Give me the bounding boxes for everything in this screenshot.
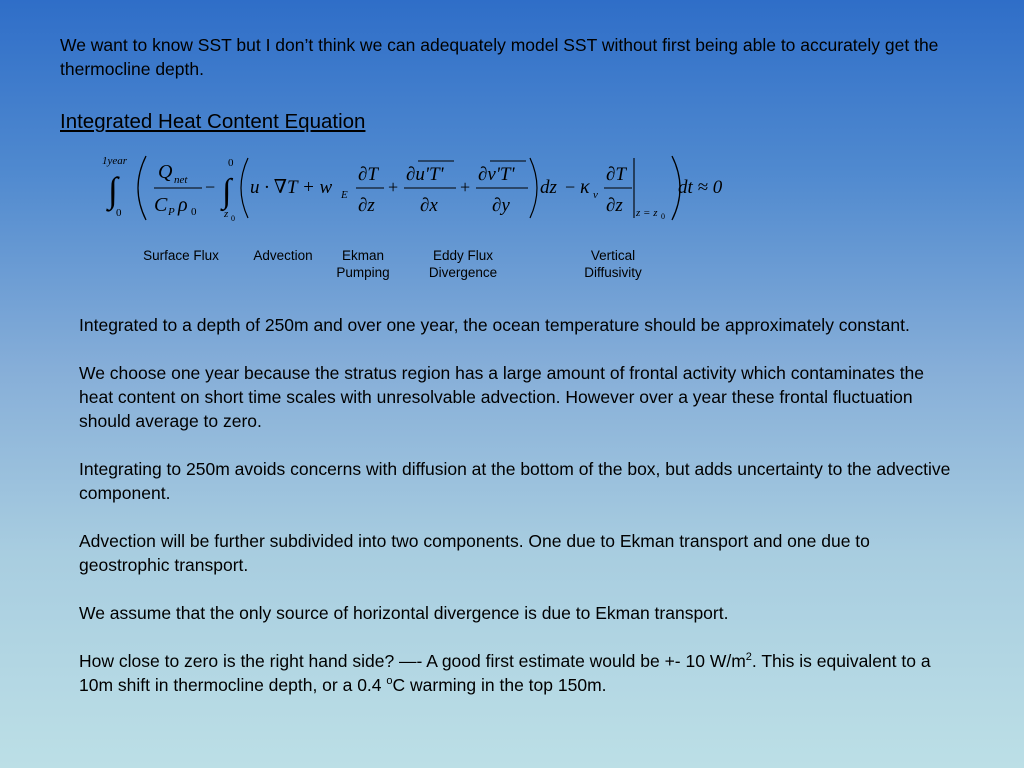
intro-text: We want to know SST but I don’t think we can adequately model SST without first being able to accurately get the thermocline depth. (60, 35, 939, 79)
advection-term: u · ∇T + w (250, 177, 333, 198)
inner-lower-limit-sub: 0 (231, 214, 235, 223)
q-net: Q (158, 161, 173, 183)
evaluation-point-sub: 0 (661, 212, 665, 221)
inner-upper-limit: 0 (228, 157, 234, 169)
squared-superscript: 2 (745, 651, 752, 664)
outer-lower-limit: 0 (116, 207, 122, 219)
paragraph-2: We choose one year because the stratus region has a large amount of frontal activity which contaminates the heat content on short time scales with unresolvable advection. However over a year these frontal fluctuation should average to zero. (79, 363, 925, 431)
kappa: κ (580, 176, 590, 198)
paragraph-5: We assume that the only source of horizontal divergence is due to Ekman transport. (79, 603, 729, 623)
inner-right-paren (530, 158, 537, 218)
paragraph-4: Advection will be further subdivided into two components. One due to Ekman transport and one due to geostrophic transport. (79, 531, 870, 575)
eddy-y-den: ∂y (492, 195, 510, 216)
dt-approx-zero: dt ≈ 0 (678, 177, 723, 198)
body-text (79, 313, 959, 721)
eddy-x-num: ∂u'T' (406, 164, 444, 185)
label-eddy-line-2: Divergence (428, 265, 498, 280)
label-vertical-diffusivity (568, 247, 658, 281)
eddy-x-den: ∂x (420, 195, 438, 216)
label-eddy-line-1: Eddy Flux (432, 248, 494, 263)
dz: dz (540, 177, 557, 198)
paragraph-3: Integrating to 250m avoids concerns with diffusion at the bottom of the box, but adds uncertainty to the advective component. (79, 459, 951, 503)
evaluation-point: z = z (636, 207, 658, 219)
label-eddy-flux (418, 247, 508, 281)
minus-2: − (565, 177, 576, 197)
c-p: C (154, 194, 168, 216)
c-p-sub: P (168, 206, 175, 218)
label-vertical-line-2: Diffusivity (584, 265, 642, 280)
minus-1: − (205, 177, 216, 197)
eddy-y-num: ∂v'T' (478, 164, 515, 185)
outer-upper-limit: 1year (102, 155, 128, 167)
rho: ρ (178, 194, 188, 216)
inner-lower-limit: z (224, 208, 229, 220)
dT-num-1: ∂T (358, 164, 378, 185)
dz-den-1: ∂z (358, 195, 375, 216)
dz-den-2: ∂z (606, 195, 623, 216)
paragraph-6-part-b: . This is equivalent to a 10m shift in thermocline depth, or a 0.4 (79, 651, 931, 695)
paragraph-1: Integrated to a depth of 250m and over one year, the ocean temperature should be approximately constant. (79, 315, 910, 335)
paragraph-6-part-c: C warming in the top 150m. (392, 675, 607, 695)
label-surface-flux: Surface Flux (143, 248, 219, 263)
label-ekman-line-1: Ekman (341, 248, 385, 263)
rho-sub: 0 (191, 206, 197, 218)
label-advection: Advection (253, 248, 313, 263)
label-vertical-line-1: Vertical (590, 248, 636, 263)
q-net-sub: net (174, 174, 188, 186)
dT-num-2: ∂T (606, 164, 626, 185)
label-ekman-pumping (326, 247, 400, 281)
section-heading: Integrated Heat Content Equation (60, 110, 366, 133)
kappa-sub: v (593, 189, 598, 201)
heat-content-equation (100, 148, 760, 238)
ekman-sub: E (341, 189, 348, 201)
plus-1: + (388, 177, 399, 197)
paragraph-6-part-a: How close to zero is the right hand side? —- A good first estimate would be +- 10 W/m (79, 651, 746, 671)
degree-superscript: o (386, 675, 393, 688)
inner-integral-sign: ∫ (222, 173, 232, 210)
inner-left-paren (241, 158, 248, 218)
paragraph-6 (79, 649, 959, 697)
label-ekman-line-2: Pumping (336, 265, 390, 280)
outer-left-paren (138, 156, 146, 220)
plus-2: + (460, 177, 471, 197)
outer-integral-sign: ∫ (108, 170, 118, 210)
